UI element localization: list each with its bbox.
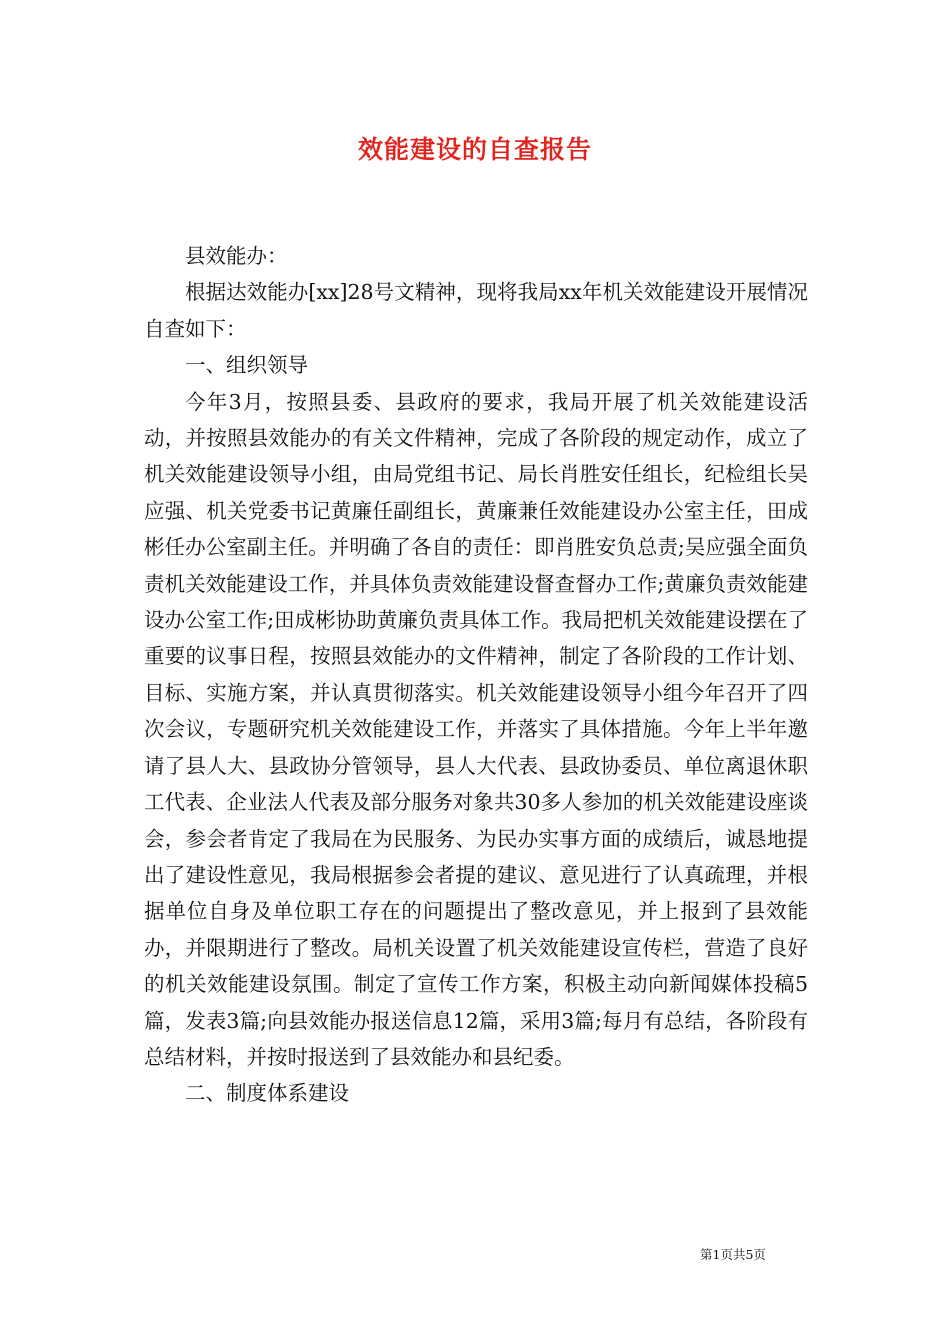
document-body [144, 238, 808, 1112]
section-1-heading: 一、组织领导 [185, 353, 308, 378]
intro-paragraph: 根据达效能办[xx]28号文精神，现将我局xx年机关效能建设开展情况自查如下： [144, 280, 808, 341]
salutation: 县效能办： [185, 244, 288, 268]
section-1-paragraph: 今年3月，按照县委、县政府的要求，我局开展了机关效能建设活动，并按照县效能办的有关文件精神，完成了各阶段的规定动作，成立了机关效能建设领导小组，由局党组书记、局长肖胜安任组长，纪检组长吴应强、机关党委书记黄廉任副组长，黄廉兼任效能建设办公室主任，田成彬任办公室副主任。并明确了各自的责任：即肖胜安负总责;吴应强全面负责机关效能建设工作，并具体负责效能建设督查督办工作;黄廉负责效能建设办公室工作;田成彬协助黄廉负责具体工作。我局把机关效能建设摆在了重要的议事日程，按照县效能办的文件精神，制定了各阶段的工作计划、目标、实施方案，并认真贯彻落实。机关效能建设领导小组今年召开了四次会议，专题研究机关效能建设工作，并落实了具体措施。今年上半年邀请了县人大、县政协分管领导，县人大代表、县政协委员、单位离退休职工代表、企业法人代表及部分服务对象共30多人参加的机关效能建设座谈会，参会者肯定了我局在为民服务、为民办实事方面的成绩后，诚恳地提出了建设性意见，我局根据参会者提的建议、意见进行了认真疏理，并根据单位自身及单位职工存在的问题提出了整改意见，并上报到了县效能办，并限期进行了整改。局机关设置了机关效能建设宣传栏，营造了良好的机关效能建设氛围。制定了宣传工作方案，积极主动向新闻媒体投稿5篇，发表3篇;向县效能办报送信息12篇，采用3篇;每月有总结，各阶段有总结材料，并按时报送到了县效能办和县纪委。 [144, 389, 808, 1069]
section-2-heading: 二、制度体系建设 [185, 1081, 349, 1106]
page-number: 第1页共5页 [700, 1247, 766, 1262]
document-title: 效能建设的自查报告 [357, 135, 592, 164]
